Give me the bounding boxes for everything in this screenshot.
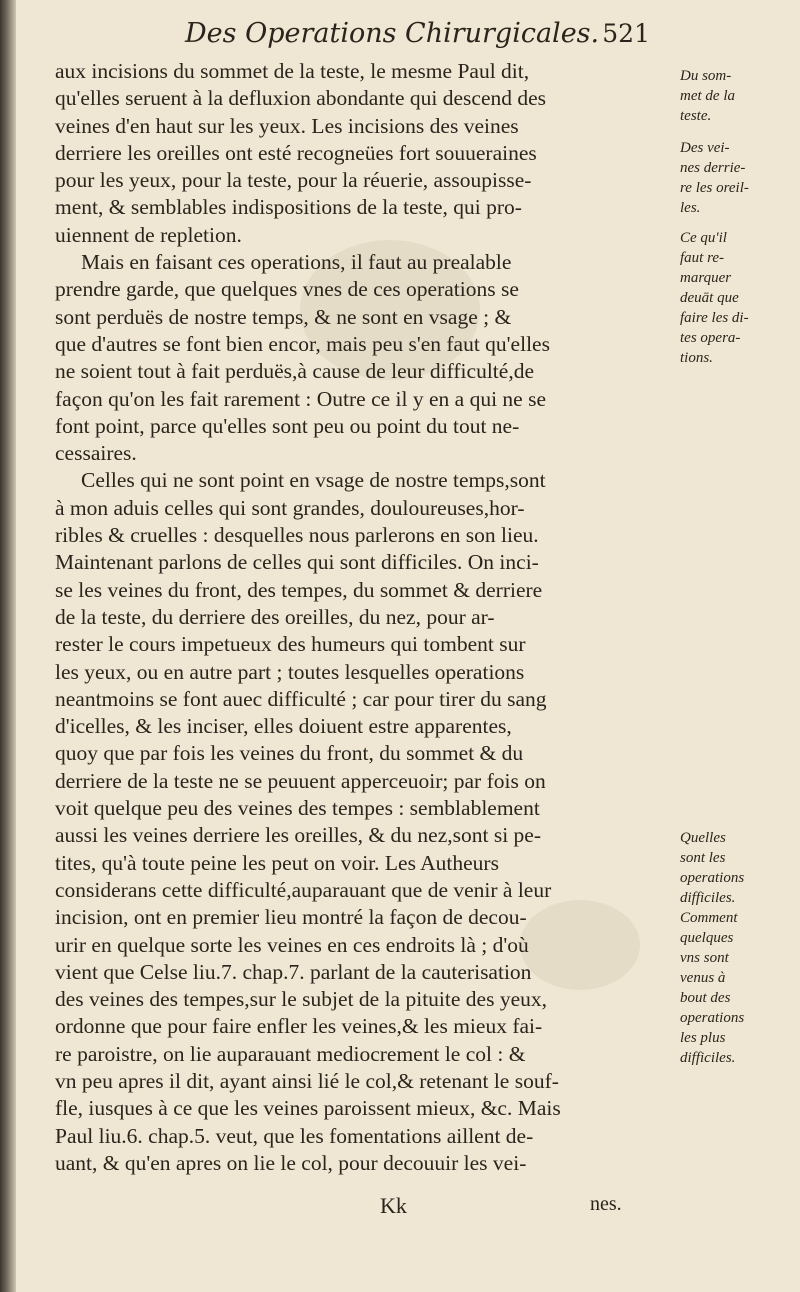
running-title: Des Operations Chirurgicales. (185, 18, 600, 49)
marginal-line: Comment (680, 910, 738, 926)
marginal-note (680, 66, 790, 126)
marginal-note (680, 228, 790, 368)
text-line: derriere de la teste ne se peuuent apperceuoir; par fois on (55, 768, 546, 793)
text-line: ment, & semblables indispositions de la teste, qui pro- (55, 195, 522, 220)
text-line: quoy que par fois les veines du front, du sommet & du (55, 741, 524, 766)
marginal-line: met de la (680, 88, 735, 104)
text-line: voit quelque peu des veines des tempes : semblablement (55, 796, 540, 821)
marginal-line: Du som- (680, 68, 732, 84)
marginal-note (680, 138, 790, 218)
page-number: 521 (602, 19, 650, 48)
text-line: ne soient tout à fait perduës,à cause de leur difficulté,de (55, 359, 534, 384)
running-header (185, 18, 650, 49)
text-line: façon qu'on les fait rarement : Outre ce il y en a qui ne se (55, 386, 547, 411)
text-line: derriere les oreilles ont esté recogneües fort souueraines (55, 140, 537, 165)
marginal-line: Quelles (680, 830, 726, 846)
marginal-line: nes derrie- (680, 160, 746, 176)
text-line: re paroistre, on lie auparauant mediocrement le col : & (55, 1041, 526, 1066)
marginal-line: marquer (680, 270, 732, 286)
marginal-line: difficiles. (680, 1050, 736, 1066)
marginal-line: operations (680, 870, 745, 886)
marginal-note (680, 828, 790, 1068)
text-line: à mon aduis celles qui sont grandes, douloureuses,hor- (55, 495, 525, 520)
marginal-line: difficiles. (680, 890, 736, 906)
marginal-line: venus à (680, 970, 726, 986)
text-line: urir en quelque sorte les veines en ces endroits là ; d'où (55, 932, 529, 957)
text-line: vn peu apres il dit, ayant ainsi lié le col,& retenant le souf- (55, 1068, 559, 1093)
text-line: cessaires. (55, 441, 137, 466)
marginal-line: tes opera- (680, 330, 741, 346)
text-line: veines d'en haut sur les yeux. Les incisions des veines (55, 113, 519, 138)
text-line: tites, qu'à toute peine les peut on voir. Les Autheurs (55, 850, 499, 875)
catchword: nes. (590, 1193, 622, 1215)
text-line: uiennent de repletion. (55, 222, 242, 247)
marginal-line: faut re- (680, 250, 725, 266)
text-line: font point, parce qu'elles sont peu ou point du tout ne- (55, 413, 520, 438)
text-line: d'icelles, & les inciser, elles doiuent estre apparentes, (55, 714, 512, 739)
text-line: neantmoins se font auec difficulté ; car pour tirer du sang (55, 686, 547, 711)
text-line: ordonne que pour faire enfler les veines,& les mieux fai- (55, 1014, 543, 1039)
text-line: les yeux, ou en autre part ; toutes lesquelles operations (55, 659, 525, 684)
marginal-line: operations (680, 1010, 745, 1026)
text-line: Maintenant parlons de celles qui sont difficiles. On inci- (55, 550, 539, 575)
marginal-line: bout des (680, 990, 731, 1006)
marginal-line: vns sont (680, 950, 729, 966)
text-line: qu'elles seruent à la defluxion abondante qui descend des (55, 86, 547, 111)
text-line: Mais en faisant ces operations, il faut au prealable (81, 250, 512, 275)
marginal-line: les. (680, 200, 701, 216)
marginal-line: Des vei- (680, 140, 730, 156)
marginal-line: re les oreil- (680, 180, 749, 196)
marginal-line: Ce qu'il (680, 230, 727, 246)
text-line: prendre garde, que quelques vnes de ces operations se (55, 277, 519, 302)
text-line: aux incisions du sommet de la teste, le mesme Paul dit, (55, 59, 530, 83)
main-text-block (55, 58, 645, 1177)
text-line: de la teste, du derriere des oreilles, du nez, pour ar- (55, 604, 495, 629)
text-line: uant, & qu'en apres on lie le col, pour decouuir les vei- (55, 1150, 527, 1175)
text-line: considerans cette difficulté,auparauant que de venir à leur (55, 877, 552, 902)
text-line: Celles qui ne sont point en vsage de nostre temps,sont (81, 468, 546, 493)
text-line: rester le cours impetueux des humeurs qui tombent sur (55, 632, 526, 657)
signature-mark: Kk (380, 1193, 407, 1218)
text-line: incision, ont en premier lieu montré la façon de decou- (55, 905, 527, 930)
text-line: sont perduës de nostre temps, & ne sont en vsage ; & (55, 304, 512, 329)
marginal-line: sont les (680, 850, 726, 866)
binding-shadow (0, 0, 16, 1292)
text-line: fle, iusques à ce que les veines paroissent mieux, &c. Mais (55, 1096, 561, 1121)
marginal-line: teste. (680, 108, 712, 124)
text-line: Paul liu.6. chap.5. veut, que les fomentations aillent de- (55, 1123, 534, 1148)
marginal-line: faire les di- (680, 310, 749, 326)
marginal-line: deuāt que (680, 290, 739, 306)
text-line: ribles & cruelles : desquelles nous parlerons en son lieu. (55, 523, 539, 548)
text-line: des veines des tempes,sur le subjet de la pituite des yeux, (55, 987, 547, 1012)
marginal-line: les plus (680, 1030, 726, 1046)
text-line: aussi les veines derriere les oreilles, & du nez,sont si pe- (55, 823, 541, 848)
text-line: se les veines du front, des tempes, du sommet & derriere (55, 577, 543, 602)
marginal-line: quelques (680, 930, 734, 946)
text-line: vient que Celse liu.7. chap.7. parlant de la cauterisation (55, 959, 532, 984)
marginal-line: tions. (680, 350, 713, 366)
text-line: pour les yeux, pour la teste, pour la réuerie, assoupisse- (55, 168, 532, 193)
text-line: que d'autres se font bien encor, mais peu s'en faut qu'elles (55, 331, 550, 356)
